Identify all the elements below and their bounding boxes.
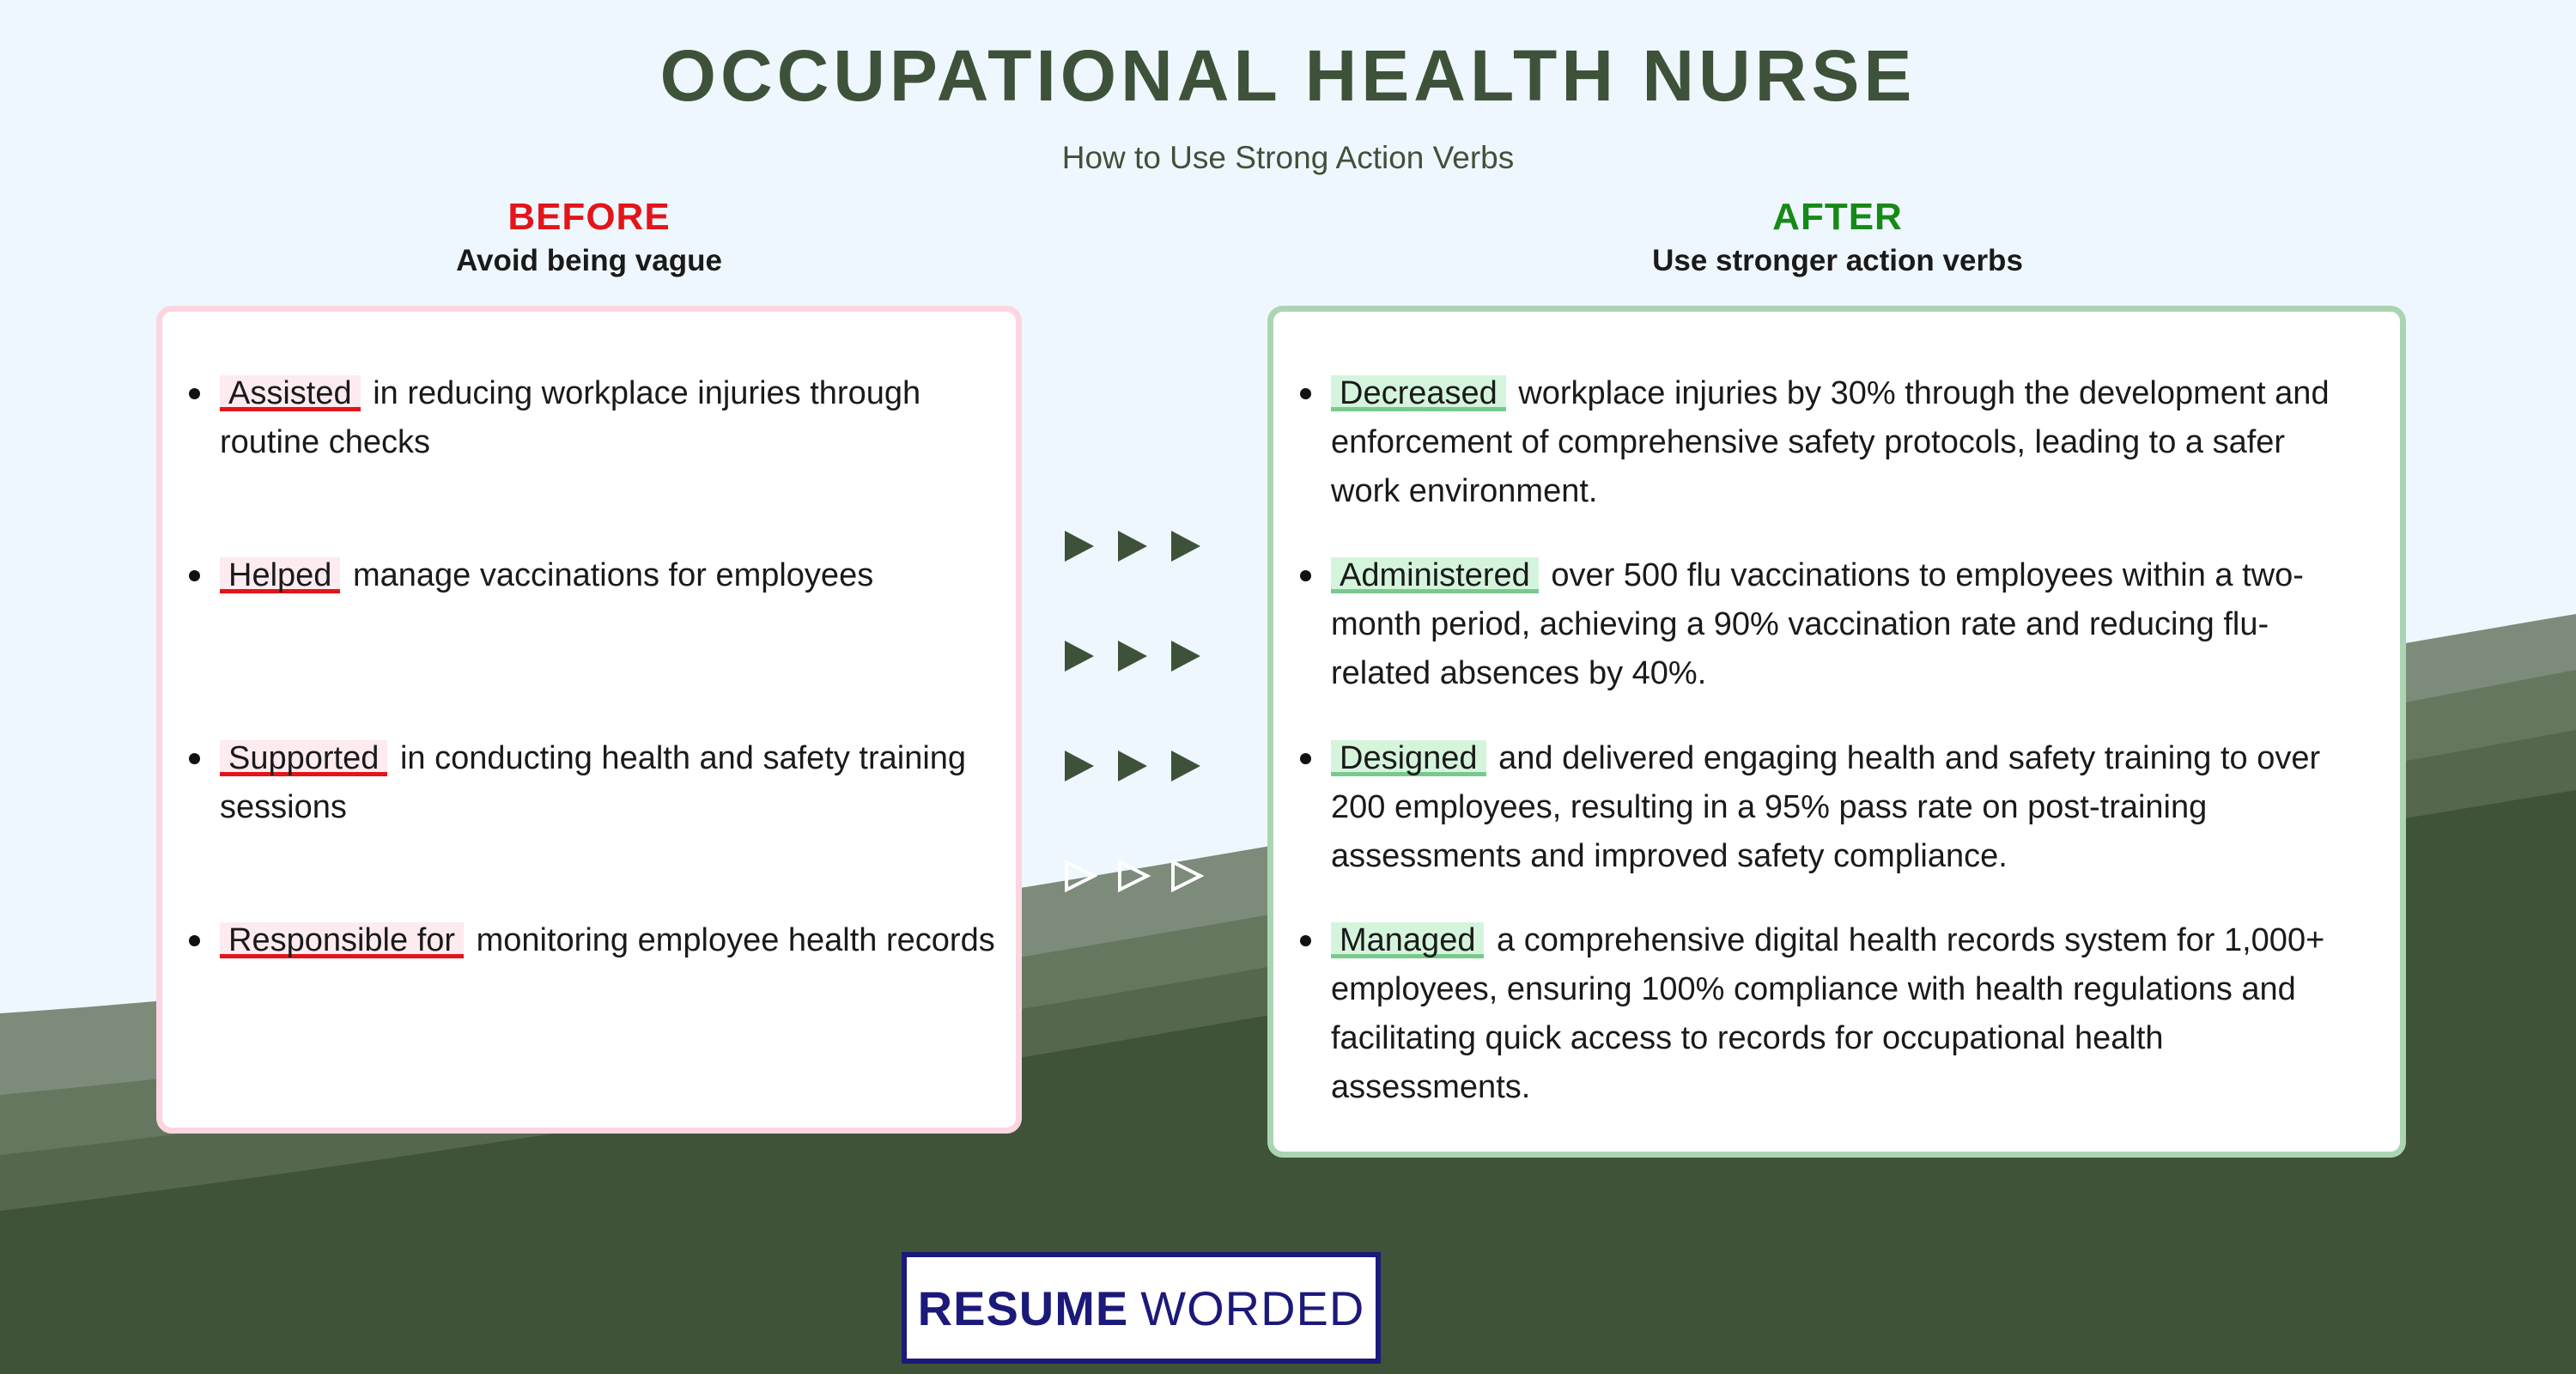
before-header [160, 196, 1018, 278]
play-arrow-icon [1171, 641, 1200, 672]
strong-verb: Decreased [1331, 375, 1506, 411]
play-arrow-icon [1118, 751, 1147, 781]
arrows-row-1 [1063, 527, 1218, 565]
arrows-row-4 [1063, 857, 1218, 895]
play-arrow-icon [1065, 531, 1094, 562]
item-text: in conducting health and safety training sessions [220, 740, 967, 825]
strong-verb: Managed [1331, 922, 1484, 958]
weak-verb: Supported [220, 740, 387, 776]
bullet-icon [1300, 570, 1311, 581]
play-arrow-outline-icon [1173, 862, 1200, 890]
resume-worded-logo [902, 1252, 1381, 1364]
after-item-1 [1331, 369, 2361, 516]
arrows-row-2 [1063, 637, 1218, 675]
bullet-icon [1300, 753, 1311, 764]
strong-verb: Designed [1331, 740, 1486, 776]
arrows-row-3 [1063, 747, 1218, 785]
play-arrow-icon [1171, 531, 1200, 562]
play-arrow-icon [1118, 531, 1147, 562]
bullet-icon [189, 753, 200, 764]
play-arrow-icon [1171, 751, 1200, 781]
after-heading: AFTER [1772, 196, 1903, 238]
before-item-2 [220, 551, 993, 600]
item-text: monitoring employee health records [476, 922, 995, 958]
logo-regular-text: WORDED [1140, 1280, 1365, 1335]
item-text: and delivered engaging health and safety training to over 200 employees, resulting in a 95% pass rate on post-training assessments and improved safety compliance. [1331, 740, 2321, 874]
weak-verb: Helped [220, 557, 340, 593]
play-arrow-icon [1065, 751, 1094, 781]
after-item-3 [1331, 734, 2361, 881]
play-arrow-outline-icon [1120, 862, 1147, 890]
weak-verb: Responsible for [220, 922, 464, 958]
play-arrow-icon [1118, 641, 1147, 672]
item-text: over 500 flu vaccinations to employees within a two-month period, achieving a 90% vaccination rate and reducing flu-related absences by 40%. [1331, 557, 2304, 691]
item-text: in reducing workplace injuries through routine checks [220, 375, 921, 460]
weak-verb: Assisted [220, 375, 361, 411]
bullet-icon [1300, 935, 1311, 946]
bullet-icon [189, 570, 200, 581]
bullet-icon [1300, 388, 1311, 399]
after-item-4 [1331, 916, 2361, 1112]
page-subtitle: How to Use Strong Action Verbs [1061, 140, 1515, 175]
after-caption: Use stronger action verbs [1652, 244, 2023, 277]
strong-verb: Administered [1331, 557, 1539, 593]
play-arrow-outline-icon [1066, 862, 1094, 890]
item-text: manage vaccinations for employees [352, 557, 874, 593]
logo-bold-text: RESUME [917, 1280, 1129, 1335]
before-heading: BEFORE [507, 196, 671, 238]
bullet-icon [189, 935, 200, 946]
bullet-icon [189, 388, 200, 399]
before-caption: Avoid being vague [456, 244, 722, 277]
item-text: a comprehensive digital health records system for 1,000+ employees, ensuring 100% compliance with health regulations and facilitating quick access to records for occupational health assessments. [1331, 922, 2325, 1105]
before-item-3 [220, 734, 993, 832]
before-item-4 [220, 916, 1010, 965]
play-arrow-icon [1065, 641, 1094, 672]
before-item-1 [220, 369, 993, 467]
after-header [1408, 196, 2267, 278]
item-text: workplace injuries by 30% through the development and enforcement of comprehensive safety protocols, leading to a safer work environment. [1331, 375, 2330, 509]
after-item-2 [1331, 551, 2361, 698]
page-title: OCCUPATIONAL HEALTH NURSE [659, 35, 1917, 116]
